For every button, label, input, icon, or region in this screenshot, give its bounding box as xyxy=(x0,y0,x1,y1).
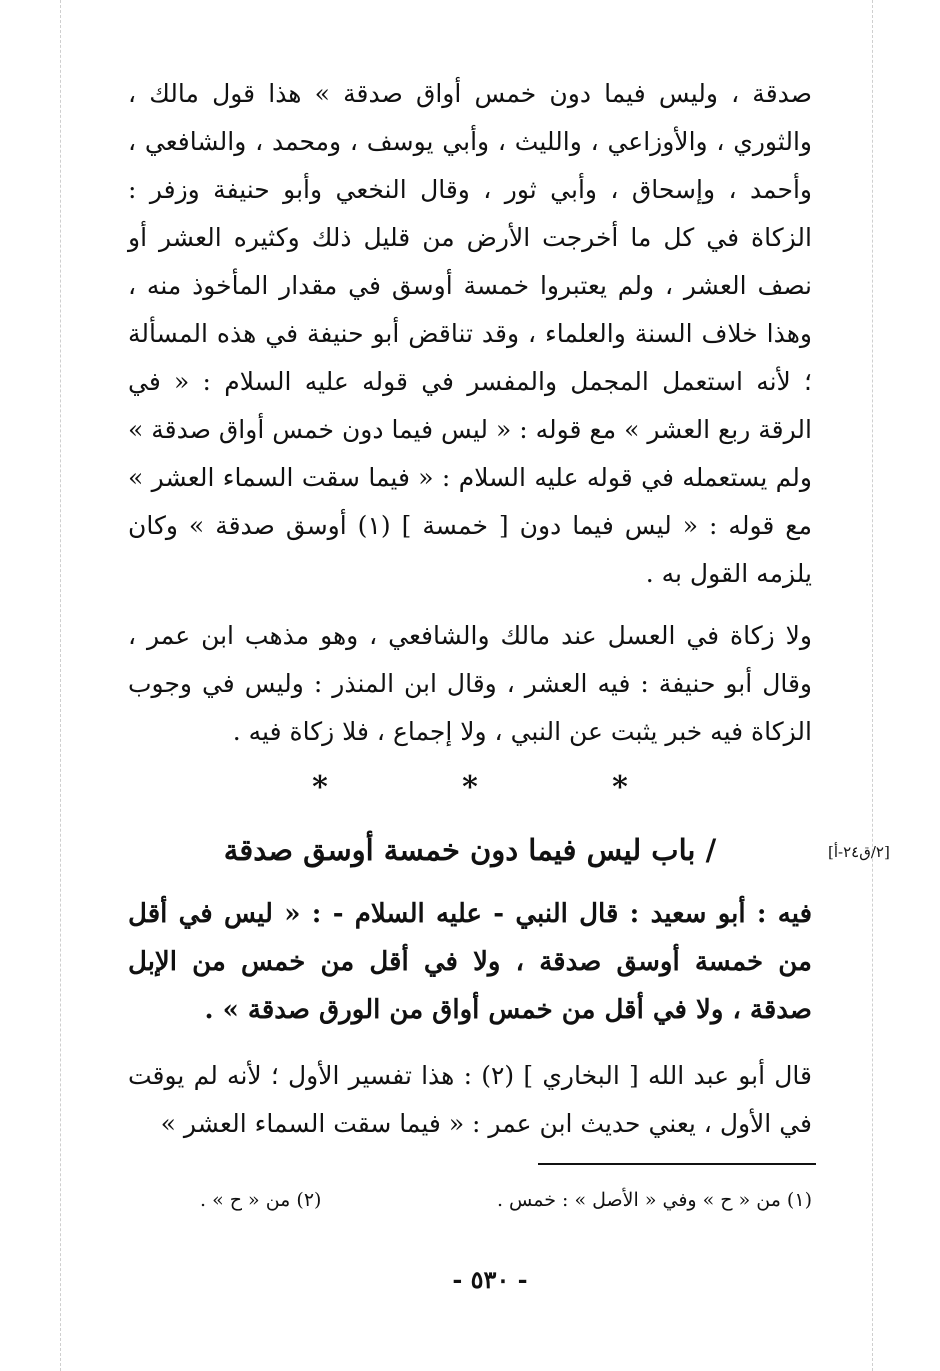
hadith-text: فيه : أبو سعيد : قال النبي - عليه السلام - : « ليس في أقل من خمسة أوسق صدقة ، ولا في أقل من خمس من الإبل صدقة ، ولا في أقل من خمس أواق من الورق صدقة » . xyxy=(128,899,812,1025)
page-number: - ٥٣٠ - xyxy=(452,1265,528,1294)
footnote-1: (١) من « ح » وفي « الأصل » : خمس . xyxy=(496,1189,812,1211)
paragraph-zakat-opinions: صدقة ، وليس فيما دون خمس أواق صدقة » هذا قول مالك ، والثوري ، والأوزاعي ، والليث ، وأبي يوسف ، ومحمد ، والشافعي ، وأحمد ، وإسحاق ، وأبي ثور ، وقال النخعي وأبو حنيفة وزفر : الزكاة في كل ما أخرجت الأرض من قليل ذلك وكثيره العشر أو نصف العشر ، ولم يعتبروا خمسة أوسق في مقدار المأخوذ منه ، وهذا خلاف السنة والعلماء ، وقد تناقض أبو حنيفة في هذه المسألة ؛ لأنه استعمل المجمل والمفسر في قوله عليه السلام : « في الرقة ربع العشر » مع قوله : « ليس فيما دون خمس أواق صدقة » ولم يستعمله في قوله عليه السلام : « فيما سقت السماء العشر » مع قوله : « ليس فيما دون [ خمسة ] (١) أوسق صدقة » وكان يلزمه القول به . xyxy=(128,79,812,588)
footnote-divider xyxy=(538,1163,816,1165)
scan-guide-line-right xyxy=(872,0,873,1371)
section-separator xyxy=(300,770,640,810)
paragraph-honey-zakat: ولا زكاة في العسل عند مالك والشافعي ، وهو مذهب ابن عمر ، وقال أبو حنيفة : فيه العشر ، وقال ابن المنذر : وليس في وجوب الزكاة فيه خبر يثبت عن النبي ، ولا إجماع ، فلا زكاة فيه . xyxy=(128,621,812,746)
separator-star: * xyxy=(462,770,478,805)
footnote-2: (٢) من « ح » . xyxy=(200,1189,322,1211)
separator-star: * xyxy=(612,770,628,805)
chapter-heading: / باب ليس فيما دون خمسة أوسق صدقة xyxy=(223,833,717,867)
footnotes xyxy=(200,1184,812,1224)
manuscript-folio-note: [٢/ق٢٤-أ] xyxy=(828,843,890,861)
paragraph-bukhari-commentary: قال أبو عبد الله [ البخاري ] (٢) : هذا تفسير الأول ؛ لأنه لم يوقت في الأول ، يعني حديث ابن عمر : « فيما سقت السماء العشر » xyxy=(128,1061,812,1138)
scan-guide-line-left xyxy=(60,0,61,1371)
separator-star: * xyxy=(312,770,328,805)
